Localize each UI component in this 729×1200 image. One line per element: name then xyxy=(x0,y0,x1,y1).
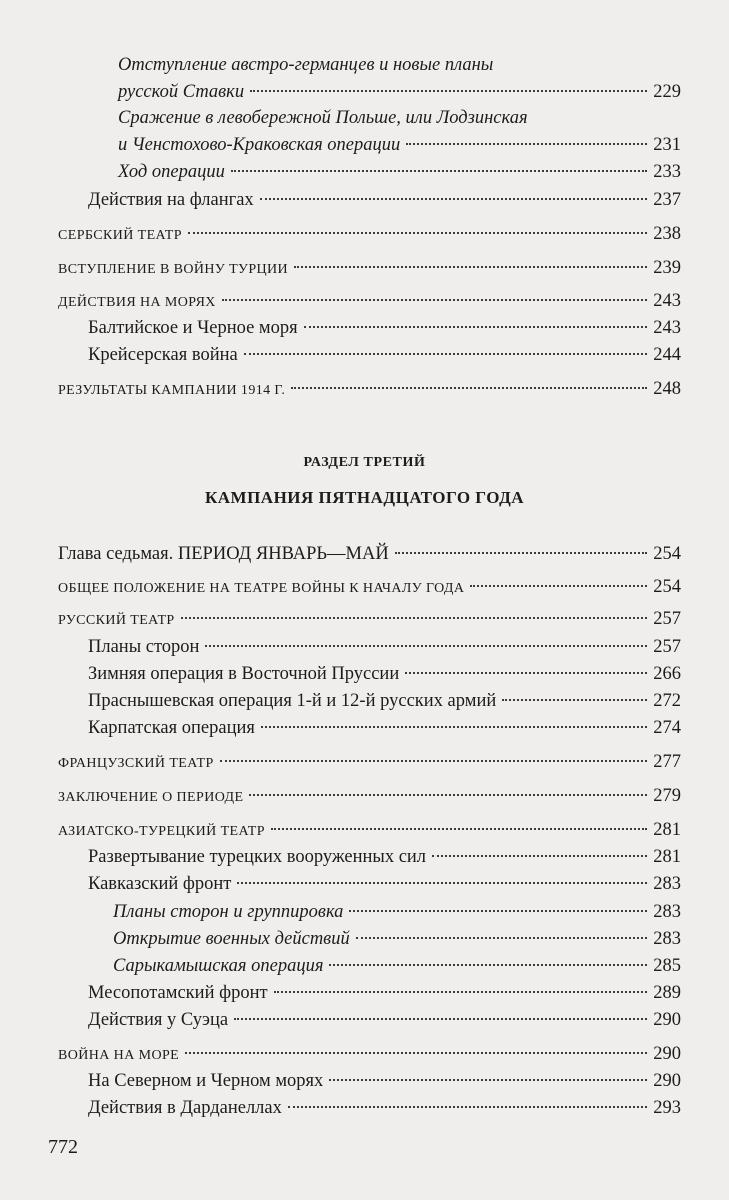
toc-entry-page: 238 xyxy=(653,224,681,244)
toc-entry-page: 274 xyxy=(653,718,681,738)
toc-entry-page: 254 xyxy=(653,577,681,597)
toc-entry-page: 279 xyxy=(653,786,681,806)
toc-entry-title: Глава седьмая. ПЕРИОД ЯНВАРЬ—МАЙ xyxy=(58,544,389,564)
toc-entry-page: 283 xyxy=(653,902,681,922)
page-number: 772 xyxy=(48,1136,78,1158)
toc-entry-page: 239 xyxy=(653,258,681,278)
toc-entry-title: ОБЩЕЕ ПОЛОЖЕНИЕ НА ТЕАТРЕ ВОЙНЫ К НАЧАЛУ ГОДА xyxy=(58,581,465,596)
leader-dots xyxy=(220,760,648,762)
leader-dots xyxy=(405,672,647,674)
toc-entry-page: 254 xyxy=(653,544,681,564)
toc-entry-page: 257 xyxy=(653,609,681,629)
leader-dots xyxy=(329,1079,647,1081)
toc-entry-title: ДЕЙСТВИЯ НА МОРЯХ xyxy=(58,295,216,310)
toc-entry-page: 243 xyxy=(653,291,681,311)
toc-entry-title: Развертывание турецких вооруженных сил xyxy=(88,847,427,867)
leader-dots xyxy=(291,387,647,389)
toc-entry-title: СЕРБСКИЙ ТЕАТР xyxy=(58,228,182,243)
leader-dots xyxy=(185,1052,647,1054)
toc-entry xyxy=(0,926,729,952)
toc-entry-page: 283 xyxy=(653,874,681,894)
toc-entry-title: На Северном и Черном морях xyxy=(88,1071,324,1091)
toc-entry-title: Кавказский фронт xyxy=(88,874,232,894)
toc-entry xyxy=(0,79,729,105)
toc-entry-title: ЗАКЛЮЧЕНИЕ О ПЕРИОДЕ xyxy=(58,790,244,805)
leader-dots xyxy=(188,232,647,234)
toc-entry-line1: Сражение в левобережной Польше, или Лодзинская xyxy=(118,108,528,128)
leader-dots xyxy=(294,266,647,268)
toc-entry-page: 293 xyxy=(653,1098,681,1118)
toc-entry-title: Праснышевская операция 1-й и 12-й русских армий xyxy=(88,691,497,711)
leader-dots xyxy=(274,991,648,993)
toc-entry-title: Балтийское и Черное моря xyxy=(88,318,298,338)
leader-dots xyxy=(234,1018,647,1020)
leader-dots xyxy=(271,828,647,830)
leader-dots xyxy=(244,353,648,355)
toc-entry xyxy=(0,221,729,247)
leader-dots xyxy=(181,617,648,619)
toc-entry xyxy=(0,817,729,843)
toc-entry xyxy=(0,634,729,660)
leader-dots xyxy=(470,585,647,587)
leader-dots xyxy=(432,855,647,857)
toc-entry-title: ВОЙНА НА МОРЕ xyxy=(58,1048,180,1063)
toc-entry-page: 281 xyxy=(653,820,681,840)
toc-entry-title: РУССКИЙ ТЕАТР xyxy=(58,613,175,628)
toc-entry-page: 290 xyxy=(653,1044,681,1064)
toc-entry xyxy=(0,574,729,600)
toc-entry xyxy=(0,1068,729,1094)
toc-entry-page: 290 xyxy=(653,1010,681,1030)
toc-entry xyxy=(0,871,729,897)
toc-entry xyxy=(0,661,729,687)
toc-entry-page: 285 xyxy=(653,956,681,976)
toc-entry-title: Действия в Дарданеллах xyxy=(88,1098,282,1118)
leader-dots xyxy=(249,794,647,796)
toc-entry-page: 266 xyxy=(653,664,681,684)
toc-entry-title: Сарыкамышская операция xyxy=(113,956,324,976)
toc-entry xyxy=(0,159,729,185)
toc-entry-title: Карпатская операция xyxy=(88,718,255,738)
toc-entry-line1: Отступление австро-германцев и новые планы xyxy=(118,55,494,75)
toc-entry xyxy=(0,844,729,870)
toc-entry xyxy=(0,376,729,402)
toc-entry-page: 289 xyxy=(653,983,681,1003)
leader-dots xyxy=(349,910,647,912)
leader-dots xyxy=(250,90,647,92)
toc-entry xyxy=(0,342,729,368)
toc-entry-title: Открытие военных действий xyxy=(113,929,350,949)
toc-entry xyxy=(0,953,729,979)
toc-entry-page: 283 xyxy=(653,929,681,949)
toc-entry xyxy=(0,783,729,809)
leader-dots xyxy=(222,299,647,301)
toc-entry-page: 277 xyxy=(653,752,681,772)
toc-entry-page: 290 xyxy=(653,1071,681,1091)
leader-dots xyxy=(288,1106,647,1108)
toc-entry-title: русской Ставки xyxy=(118,82,245,102)
leader-dots xyxy=(231,170,647,172)
toc-entry-title: Действия у Суэца xyxy=(88,1010,229,1030)
toc-entry xyxy=(0,980,729,1006)
toc-entry xyxy=(0,749,729,775)
toc-entry-page: 281 xyxy=(653,847,681,867)
toc-entry-title: РЕЗУЛЬТАТЫ КАМПАНИИ 1914 Г. xyxy=(58,383,286,398)
toc-entry xyxy=(0,1041,729,1067)
leader-dots xyxy=(261,726,647,728)
toc-entry-title: ФРАНЦУЗСКИЙ ТЕАТР xyxy=(58,756,214,771)
toc-entry xyxy=(0,255,729,281)
toc-entry-title: Месопотамский фронт xyxy=(88,983,268,1003)
toc-entry xyxy=(0,132,729,158)
leader-dots xyxy=(502,699,647,701)
toc-entry-page: 248 xyxy=(653,379,681,399)
toc-entry-page: 244 xyxy=(653,345,681,365)
leader-dots xyxy=(356,937,648,939)
toc-entry xyxy=(0,541,729,567)
toc-entry-page: 237 xyxy=(653,190,681,210)
toc-entry xyxy=(0,1095,729,1121)
leader-dots xyxy=(205,645,647,647)
toc-entry-title: Крейсерская война xyxy=(88,345,238,365)
toc-entry xyxy=(0,715,729,741)
toc-entry-title: и Ченстохово-Краковская операции xyxy=(118,135,401,155)
toc-entry-page: 231 xyxy=(653,135,681,155)
leader-dots xyxy=(329,964,647,966)
leader-dots xyxy=(260,198,648,200)
toc-entry xyxy=(0,688,729,714)
toc-entry-page: 243 xyxy=(653,318,681,338)
toc-entry-page: 257 xyxy=(653,637,681,657)
toc-entry-page: 272 xyxy=(653,691,681,711)
toc-entry-title: Ход операции xyxy=(118,162,225,182)
toc-entry xyxy=(0,187,729,213)
toc-entry xyxy=(0,1007,729,1033)
campaign-heading: КАМПАНИЯ ПЯТНАДЦАТОГО ГОДА xyxy=(204,488,525,507)
toc-entry-title: Планы сторон и группировка xyxy=(113,902,344,922)
toc-entry-title: Зимняя операция в Восточной Пруссии xyxy=(88,664,400,684)
toc-entry xyxy=(0,899,729,925)
toc-entry-title: Действия на флангах xyxy=(88,190,254,210)
toc-entry xyxy=(0,288,729,314)
toc-entry-title: АЗИАТСКО-ТУРЕЦКИЙ ТЕАТР xyxy=(58,824,265,839)
toc-entry xyxy=(0,315,729,341)
leader-dots xyxy=(237,882,647,884)
leader-dots xyxy=(395,552,648,554)
leader-dots xyxy=(304,326,648,328)
toc-entry xyxy=(0,606,729,632)
section-heading: РАЗДЕЛ ТРЕТИЙ xyxy=(303,455,426,470)
leader-dots xyxy=(406,143,647,145)
toc-entry-title: ВСТУПЛЕНИЕ В ВОЙНУ ТУРЦИИ xyxy=(58,262,289,277)
toc-entry-page: 229 xyxy=(653,82,681,102)
toc-entry-page: 233 xyxy=(653,162,681,182)
toc-entry-title: Планы сторон xyxy=(88,637,200,657)
